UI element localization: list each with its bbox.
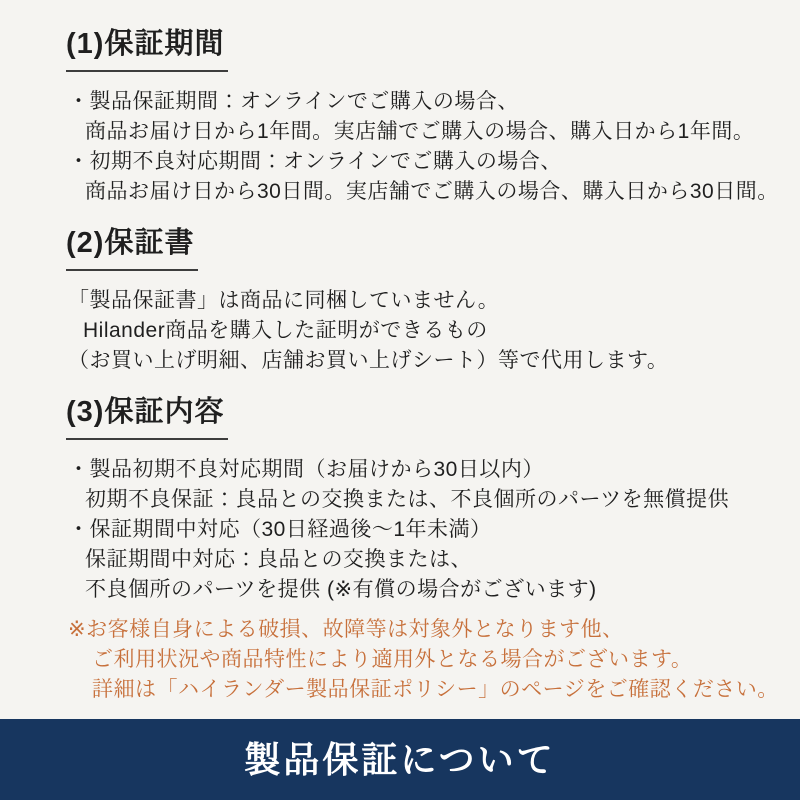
section-warranty-coverage [66,396,792,605]
disclaimer-note [66,615,792,705]
disclaimer-line: 詳細は「ハイランダー製品保証ポリシー」のページをご確認ください。 [92,678,779,701]
text-line: ・製品初期不良対応期間（お届けから30日以内） [68,458,544,481]
disclaimer-line: ご利用状況や商品特性により適用外となる場合がございます。 [92,648,693,671]
footer-title: 製品保証について [244,738,556,780]
text-line: ・製品保証期間：オンラインでご購入の場合、 [68,90,519,113]
text-line: 商品お届け日から30日間。実店舗でご購入の場合、購入日から30日間。 [85,180,779,203]
section-warranty-period [66,28,792,207]
text-line: 商品お届け日から1年間。実店舗でご購入の場合、購入日から1年間。 [85,120,755,143]
section-body [66,455,792,605]
text-line: Hilander商品を購入した証明ができるもの [83,319,488,342]
section-heading-warranty-coverage: (3)保証内容 [66,396,228,440]
section-warranty-certificate [66,227,792,376]
section-body [66,87,792,207]
section-heading-warranty-period: (1)保証期間 [66,28,228,72]
disclaimer-line: ※お客様自身による破損、故障等は対象外となります他、 [68,618,624,641]
text-line: ・初期不良対応期間：オンラインでご購入の場合、 [68,150,562,173]
text-line: 不良個所のパーツを提供 (※有償の場合がございます) [85,578,597,601]
text-line: 「製品保証書」は商品に同梱していません。 [68,289,500,312]
footer-title-bar [0,719,800,800]
text-line: 初期不良保証：良品との交換または、不良個所のパーツを無償提供 [85,488,730,511]
section-heading-warranty-certificate: (2)保証書 [66,227,198,271]
text-line: ・保証期間中対応（30日経過後～1年未満） [68,518,492,541]
text-line: （お買い上げ明細、店舗お買い上げシート）等で代用します。 [68,349,669,372]
section-body [66,286,792,376]
text-line: 保証期間中対応：良品との交換または、 [85,548,472,571]
